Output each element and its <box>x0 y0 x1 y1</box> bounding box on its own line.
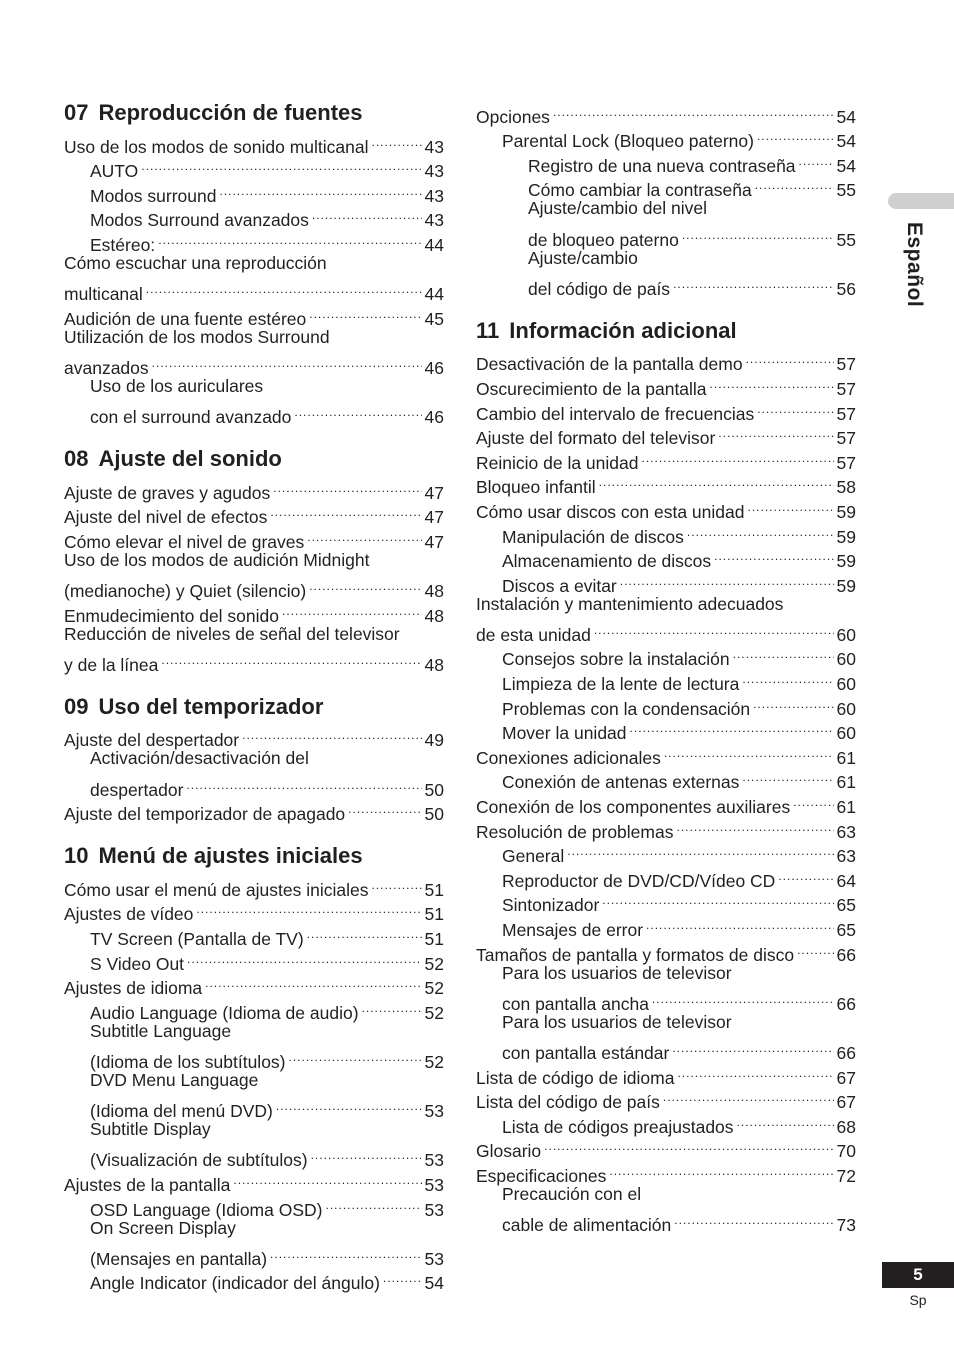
toc-entry-title: Lista de códigos preajustados <box>502 1116 734 1137</box>
dot-leader <box>609 1157 833 1182</box>
dot-leader <box>746 346 834 371</box>
toc-entry-page: 61 <box>836 797 856 818</box>
toc-entry-title: Ajuste del temporizador de apagado <box>64 804 346 825</box>
toc-entry-page: 54 <box>836 155 856 176</box>
toc-entry-page: 53 <box>424 1199 444 1220</box>
toc-entry-page: 61 <box>836 747 856 768</box>
dot-leader <box>242 722 421 747</box>
toc-entry-title: de bloqueo paterno <box>528 229 679 250</box>
dot-leader <box>307 523 421 548</box>
dot-leader <box>273 474 421 499</box>
toc-entry-title: con pantalla ancha <box>502 993 649 1014</box>
toc-entry[interactable] <box>64 1068 444 1093</box>
toc-entry-title: del código de país <box>528 278 671 299</box>
toc-entry-page: 67 <box>836 1067 856 1088</box>
dot-leader <box>737 1108 834 1133</box>
toc-entry[interactable] <box>64 1240 444 1269</box>
toc-entry-page: 58 <box>836 477 856 498</box>
toc-entry-title: Registro de una nueva contraseña <box>528 155 796 176</box>
toc-entry-title: Modos surround <box>90 185 217 206</box>
toc-entry-title: Instalación y mantenimiento adecuados <box>476 593 784 614</box>
dot-leader <box>594 616 834 641</box>
toc-entry-title: Problemas con la condensación <box>502 698 751 719</box>
toc-column-left <box>64 98 444 1310</box>
toc-entry-title: Ajustes de la pantalla <box>64 1174 231 1195</box>
dot-leader <box>158 226 421 251</box>
section-title: Información adicional <box>509 317 737 343</box>
toc-entry-page: 57 <box>836 403 856 424</box>
toc-entry[interactable] <box>64 722 444 751</box>
toc-entry-title: Especificaciones <box>476 1165 607 1186</box>
toc-entry-title: Lista del código de país <box>476 1092 660 1113</box>
toc-entry-page: 54 <box>424 1273 444 1294</box>
toc-entry[interactable] <box>476 98 856 127</box>
toc-entry[interactable] <box>64 548 444 573</box>
toc-entry-title: Angle Indicator (indicador del ángulo) <box>90 1273 380 1294</box>
toc-entry[interactable] <box>64 325 444 350</box>
dot-leader <box>682 221 834 246</box>
toc-entry-page: 63 <box>836 821 856 842</box>
toc-entry-page: 53 <box>424 1174 444 1195</box>
toc-entry-title: Reinicio de la unidad <box>476 452 639 473</box>
dot-leader <box>718 420 833 445</box>
toc-entry-title: Cómo cambiar la contraseña <box>528 180 752 201</box>
toc-entry-title: Mensajes de error <box>502 920 644 940</box>
toc-entry-title: Para los usuarios de televisor <box>502 962 732 983</box>
dot-leader <box>312 202 422 227</box>
dot-leader <box>187 945 421 970</box>
toc-section <box>64 444 444 675</box>
toc-entry-page: 61 <box>836 772 856 793</box>
toc-entry-title: Para los usuarios de televisor <box>502 1011 732 1032</box>
dot-leader <box>141 153 421 178</box>
toc-entry[interactable] <box>476 985 856 1014</box>
toc-entry-page: 52 <box>424 978 444 999</box>
toc-entry-page: 52 <box>424 1052 444 1072</box>
toc-entry-page: 65 <box>836 895 856 916</box>
toc-entry[interactable] <box>64 646 444 675</box>
section-title: Menú de ajustes iniciales <box>98 843 363 869</box>
section-heading <box>476 316 856 346</box>
toc-entry-title: Ajuste/cambio del nivel <box>528 198 707 219</box>
toc-entry-page: 60 <box>836 624 856 645</box>
dot-leader <box>755 172 834 197</box>
toc-entry-title: Cómo usar el menú de ajustes iniciales <box>64 879 369 900</box>
toc-entry-page: 60 <box>836 674 856 695</box>
dot-leader <box>325 1191 421 1216</box>
toc-entry[interactable] <box>476 1182 856 1207</box>
toc-entry-page: 57 <box>836 354 856 375</box>
toc-entry-page: 66 <box>836 1042 856 1063</box>
toc-entry-page: 57 <box>836 378 856 399</box>
toc-entry[interactable] <box>64 374 444 399</box>
toc-entry[interactable] <box>64 573 444 602</box>
dot-leader <box>383 1265 422 1290</box>
toc-entry[interactable] <box>476 1010 856 1035</box>
toc-entry-title: Cómo usar discos con esta unidad <box>476 501 745 522</box>
toc-entry-page: 64 <box>836 870 856 891</box>
toc-entry[interactable] <box>64 1093 444 1122</box>
dot-leader <box>710 370 834 395</box>
toc-entry-page: 63 <box>836 846 856 867</box>
toc-entry-title: con el surround avanzado <box>90 407 292 428</box>
dot-leader <box>714 543 833 568</box>
dot-leader <box>799 147 834 172</box>
dot-leader <box>311 1142 422 1167</box>
dot-leader <box>672 1034 833 1059</box>
toc-entry-title: con pantalla estándar <box>502 1042 670 1063</box>
toc-entry-title: Reducción de niveles de señal del televisor <box>64 623 400 644</box>
toc-entry-page: 53 <box>424 1101 444 1122</box>
toc-entry-title: Modos Surround avanzados <box>90 210 309 231</box>
toc-entry-page: 72 <box>836 1165 856 1186</box>
dot-leader <box>282 597 422 622</box>
dot-leader <box>663 1084 834 1109</box>
section-title: Reproducción de fuentes <box>98 100 363 125</box>
toc-entry[interactable] <box>64 474 444 503</box>
toc-entry-title: Utilización de los modos Surround <box>64 326 330 347</box>
toc-entry-title: AUTO <box>90 161 139 182</box>
toc-entry[interactable] <box>476 592 856 617</box>
dot-leader <box>219 177 421 202</box>
toc-entry-title: Conexión de antenas externas <box>502 772 740 793</box>
toc-entry-title: Conexión de los componentes auxiliares <box>476 797 791 818</box>
toc-entry-title: Audio Language (Idioma de audio) <box>90 1002 359 1023</box>
dot-leader <box>778 862 833 887</box>
toc-entry-title: Ajuste del nivel de efectos <box>64 507 268 528</box>
dot-leader <box>620 567 834 592</box>
toc-entry-title: cable de alimentación <box>502 1215 672 1236</box>
toc-entry-title: multicanal <box>64 284 143 305</box>
toc-entry-page: 48 <box>424 581 444 602</box>
dot-leader <box>757 123 834 148</box>
dot-leader <box>553 98 834 123</box>
toc-entry-page: 59 <box>836 501 856 522</box>
toc-entry-title: Limpieza de la lente de lectura <box>502 674 740 695</box>
page-number: 5 <box>882 1262 954 1288</box>
toc-entry-page: 56 <box>836 278 856 299</box>
toc-entry-title: Activación/desactivación del <box>90 748 309 769</box>
toc-entry-title: Uso de los modos de audición Midnight <box>64 549 370 570</box>
toc-entry-page: 43 <box>424 185 444 206</box>
toc-entry-title: DVD Menu Language <box>90 1070 259 1090</box>
dot-leader <box>664 739 834 764</box>
toc-entry-page: 65 <box>836 920 856 940</box>
dot-leader <box>309 573 421 598</box>
dot-leader <box>348 796 421 821</box>
toc-entry-page: 48 <box>424 605 444 626</box>
dot-leader <box>289 1043 422 1068</box>
toc-entry[interactable] <box>64 622 444 647</box>
toc-entry-page: 47 <box>424 482 444 503</box>
toc-section <box>476 98 856 299</box>
dot-leader <box>677 1059 833 1084</box>
toc-entry-title: y de la línea <box>64 654 159 675</box>
toc-entry-title: (medianoche) y Quiet (silencio) <box>64 581 307 602</box>
toc-entry-title: Estéreo: <box>90 234 156 255</box>
dot-leader <box>674 1207 833 1232</box>
toc-entry-title: (Idioma del menú DVD) <box>90 1101 273 1122</box>
dot-leader <box>362 994 422 1019</box>
toc-entry-page: 49 <box>424 730 444 751</box>
dot-leader <box>687 518 834 543</box>
toc-entry-title: S Video Out <box>90 953 185 974</box>
dot-leader <box>152 349 422 374</box>
toc-section <box>64 98 444 428</box>
dot-leader <box>544 1133 833 1158</box>
toc-entry[interactable] <box>64 349 444 378</box>
section-heading <box>64 692 444 722</box>
dot-leader <box>676 813 833 838</box>
toc-entry-page: 43 <box>424 136 444 157</box>
toc-entry-title: Uso de los auriculares <box>90 375 264 396</box>
toc-entry[interactable] <box>476 221 856 250</box>
toc-entry[interactable] <box>476 346 856 375</box>
toc-entry-title: despertador <box>90 779 184 800</box>
dot-leader <box>747 493 833 518</box>
dot-leader <box>186 771 421 796</box>
dot-leader <box>742 665 833 690</box>
dot-leader <box>793 788 833 813</box>
toc-entry-title: de esta unidad <box>476 624 591 645</box>
toc-entry-title: Reproductor de DVD/CD/Vídeo CD <box>502 870 776 891</box>
toc-entry-title: (Idioma de los subtítulos) <box>90 1052 286 1072</box>
toc-entry-title: Mover la unidad <box>502 723 627 744</box>
dot-leader <box>309 300 421 325</box>
toc-entry-page: 59 <box>836 526 856 547</box>
toc-entry-title: Ajustes de vídeo <box>64 904 194 925</box>
toc-entry-page: 47 <box>424 507 444 528</box>
toc-entry-title: avanzados <box>64 357 149 378</box>
toc-entry-page: 57 <box>836 428 856 449</box>
toc-entry-title: Cambio del intervalo de frecuencias <box>476 403 755 424</box>
toc-entry[interactable] <box>64 399 444 428</box>
toc-entry[interactable] <box>64 1142 444 1171</box>
toc-entry[interactable] <box>64 771 444 800</box>
dot-leader <box>371 871 421 896</box>
toc-entry[interactable] <box>64 871 444 900</box>
dot-leader <box>652 985 834 1010</box>
section-heading <box>64 841 444 871</box>
toc-entry-title: Discos a evitar <box>502 575 617 596</box>
toc-column-right <box>476 98 856 1252</box>
dot-leader <box>797 936 833 961</box>
toc-entry[interactable] <box>64 128 444 157</box>
toc-entry-page: 59 <box>836 551 856 572</box>
toc-entry-title: Manipulación de discos <box>502 526 684 547</box>
toc-entry-title: Audición de una fuente estéreo <box>64 308 307 329</box>
toc-entry-page: 48 <box>424 654 444 675</box>
toc-entry-title: Glosario <box>476 1141 542 1162</box>
dot-leader <box>233 1166 421 1191</box>
toc-entry-page: 60 <box>836 698 856 719</box>
section-number: 08 <box>64 446 89 472</box>
toc-entry[interactable] <box>476 1207 856 1236</box>
toc-entry[interactable] <box>476 616 856 645</box>
toc-entry-page: 52 <box>424 953 444 974</box>
toc-section <box>64 841 444 1294</box>
toc-entry-title: Bloqueo infantil <box>476 477 596 498</box>
page-language-code: Sp <box>909 1292 927 1308</box>
dot-leader <box>599 469 834 494</box>
section-title: Uso del temporizador <box>98 693 324 719</box>
language-label: Español <box>903 222 926 308</box>
dot-leader <box>276 1093 422 1118</box>
toc-entry-title: Precaución con el <box>502 1183 642 1204</box>
toc-section <box>64 692 444 825</box>
toc-entry[interactable] <box>476 196 856 221</box>
toc-entry[interactable] <box>476 270 856 299</box>
toc-entry-title: Sintonizador <box>502 895 600 916</box>
section-number: 11 <box>476 317 500 343</box>
toc-entry-page: 44 <box>424 284 444 305</box>
dot-leader <box>673 270 833 295</box>
toc-entry-page: 53 <box>424 1150 444 1171</box>
toc-entry-title: Conexiones adicionales <box>476 747 661 768</box>
toc-entry-title: (Mensajes en pantalla) <box>90 1248 268 1269</box>
section-number: 07 <box>64 100 89 125</box>
toc-entry-page: 55 <box>836 180 856 201</box>
toc-entry-page: 51 <box>424 879 444 900</box>
dot-leader <box>757 395 833 420</box>
toc-entry-title: Ajustes de idioma <box>64 978 203 999</box>
toc-entry[interactable] <box>64 251 444 276</box>
toc-entry-page: 53 <box>424 1248 444 1269</box>
toc-entry-page: 46 <box>424 357 444 378</box>
toc-entry-page: 45 <box>424 308 444 329</box>
toc-entry-title: Enmudecimiento del sonido <box>64 605 279 626</box>
dot-leader <box>630 715 834 740</box>
toc-section <box>476 316 856 1236</box>
toc-entry-title: Uso de los modos de sonido multicanal <box>64 136 369 157</box>
toc-entry-page: 59 <box>836 575 856 596</box>
dot-leader <box>742 764 833 789</box>
toc-entry-title: Cómo escuchar una reproducción <box>64 252 327 273</box>
dot-leader <box>307 920 422 945</box>
toc-entry-page: 57 <box>836 452 856 473</box>
dot-leader <box>371 128 421 153</box>
toc-entry-page: 70 <box>836 1141 856 1162</box>
dot-leader <box>733 641 834 666</box>
toc-entry-title: Cómo elevar el nivel de graves <box>64 531 305 552</box>
toc-entry-title: (Visualización de subtítulos) <box>90 1150 308 1171</box>
dot-leader <box>196 896 421 921</box>
dot-leader <box>646 911 833 936</box>
dot-leader <box>270 1240 421 1265</box>
dot-leader <box>567 838 833 863</box>
dot-leader <box>294 399 421 424</box>
toc-entry[interactable] <box>64 1043 444 1072</box>
toc-entry-title: OSD Language (Idioma OSD) <box>90 1199 323 1220</box>
dot-leader <box>641 444 833 469</box>
toc-entry-title: Consejos sobre la instalación <box>502 649 730 670</box>
toc-entry[interactable] <box>64 746 444 771</box>
toc-entry-title: Ajuste del despertador <box>64 730 240 751</box>
toc-entry-page: 51 <box>424 904 444 925</box>
toc-entry-page: 60 <box>836 723 856 744</box>
toc-entry-title: Tamaños de pantalla y formatos de disco <box>476 944 795 965</box>
toc-entry-title: On Screen Display <box>90 1217 236 1238</box>
dot-leader <box>161 646 421 671</box>
toc-entry[interactable] <box>476 1034 856 1063</box>
section-heading <box>64 98 444 128</box>
dot-leader <box>602 887 833 912</box>
toc-entry-page: 68 <box>836 1116 856 1137</box>
dot-leader <box>753 690 833 715</box>
dot-leader <box>270 499 421 524</box>
toc-entry-title: Resolución de problemas <box>476 821 674 842</box>
section-number: 09 <box>64 693 89 719</box>
section-heading <box>64 444 444 474</box>
toc-entry-title: Opciones <box>476 106 550 127</box>
toc-entry-title: Subtitle Language <box>90 1020 232 1041</box>
section-title: Ajuste del sonido <box>98 446 282 472</box>
dot-leader <box>146 276 422 301</box>
toc-entry-title: Subtitle Display <box>90 1119 211 1140</box>
toc-entry-title: Ajuste/cambio <box>528 247 638 268</box>
toc-entry-title: Desactivación de la pantalla demo <box>476 354 743 375</box>
toc-entry[interactable] <box>64 276 444 305</box>
toc-entry-page: 47 <box>424 531 444 552</box>
toc-entry-title: Almacenamiento de discos <box>502 551 712 572</box>
toc-entry-page: 67 <box>836 1092 856 1113</box>
toc-entry-title: Lista de código de idioma <box>476 1067 675 1088</box>
toc-entry[interactable] <box>476 961 856 986</box>
toc-entry-page: 73 <box>836 1215 856 1236</box>
toc-entry-title: General <box>502 846 565 867</box>
toc-entry-page: 52 <box>424 1002 444 1023</box>
section-number: 10 <box>64 843 89 869</box>
toc-entry-page: 46 <box>424 407 444 428</box>
toc-entry-page: 66 <box>836 993 856 1014</box>
toc-entry-title: Ajuste de graves y agudos <box>64 482 271 503</box>
toc-entry-page: 44 <box>424 234 444 255</box>
toc-entry-page: 54 <box>836 131 856 152</box>
language-tab-marker <box>888 193 954 209</box>
toc-entry-title: TV Screen (Pantalla de TV) <box>90 929 304 950</box>
toc-entry-title: Oscurecimiento de la pantalla <box>476 378 707 399</box>
toc-entry-page: 66 <box>836 944 856 965</box>
dot-leader <box>205 970 421 995</box>
toc-entry-page: 51 <box>424 929 444 950</box>
toc-entry-title: Parental Lock (Bloqueo paterno) <box>502 131 754 152</box>
toc-entry-page: 55 <box>836 229 856 250</box>
toc-entry-page: 43 <box>424 161 444 182</box>
toc-entry-page: 50 <box>424 804 444 825</box>
toc-entry-page: 54 <box>836 106 856 127</box>
toc-entry-title: Ajuste del formato del televisor <box>476 428 716 449</box>
toc-entry-page: 60 <box>836 649 856 670</box>
toc-entry-page: 43 <box>424 210 444 231</box>
toc-entry-page: 50 <box>424 779 444 800</box>
